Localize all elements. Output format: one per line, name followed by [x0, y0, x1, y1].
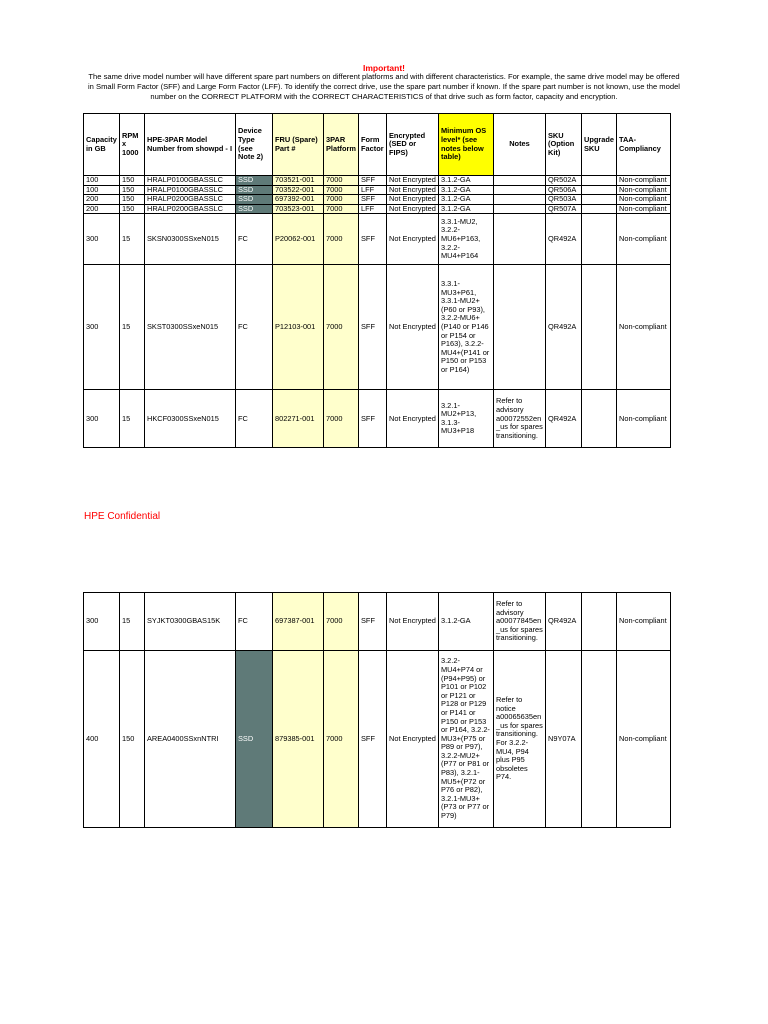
rpm-cell: 150 — [120, 185, 145, 195]
encrypted-cell: Not Encrypted — [387, 651, 439, 828]
table-row — [84, 265, 671, 390]
fru-part-cell: P20062-001 — [273, 214, 324, 265]
platform-cell: 7000 — [324, 214, 359, 265]
taa-cell: Non-compliant — [617, 204, 671, 214]
device-type-cell: FC — [236, 214, 273, 265]
header-device-type: Device Type (see Note 2) — [236, 114, 273, 176]
capacity-cell: 300 — [84, 214, 120, 265]
capacity-cell: 200 — [84, 204, 120, 214]
taa-cell: Non-compliant — [617, 195, 671, 205]
sku-cell: QR492A — [546, 390, 582, 448]
device-type-cell: SSD — [236, 195, 273, 205]
rpm-cell: 150 — [120, 176, 145, 186]
capacity-cell: 400 — [84, 651, 120, 828]
sku-cell: QR506A — [546, 185, 582, 195]
fru-part-cell: 703522-001 — [273, 185, 324, 195]
drive-table-1 — [83, 113, 671, 448]
sku-cell: QR503A — [546, 195, 582, 205]
header-platform: 3PAR Platform — [324, 114, 359, 176]
device-type-cell: FC — [236, 593, 273, 651]
device-type-cell: FC — [236, 265, 273, 390]
device-type-cell: FC — [236, 390, 273, 448]
capacity-cell: 300 — [84, 593, 120, 651]
capacity-cell: 300 — [84, 265, 120, 390]
form-factor-cell: SFF — [359, 176, 387, 186]
min-os-cell: 3.1.2-GA — [439, 593, 494, 651]
upgrade-sku-cell — [582, 204, 617, 214]
rpm-cell: 150 — [120, 651, 145, 828]
model-cell: HKCF0300SSxeN015 — [145, 390, 236, 448]
fru-part-cell: 802271-001 — [273, 390, 324, 448]
fru-part-cell: 697387-001 — [273, 593, 324, 651]
header-fru-part: FRU (Spare) Part # — [273, 114, 324, 176]
header-row — [84, 114, 671, 176]
model-cell: SKSN0300SSxeN015 — [145, 214, 236, 265]
upgrade-sku-cell — [582, 195, 617, 205]
device-type-cell: SSD — [236, 651, 273, 828]
table-row — [84, 204, 671, 214]
model-cell: HRALP0100GBASSLC — [145, 176, 236, 186]
upgrade-sku-cell — [582, 593, 617, 651]
form-factor-cell: SFF — [359, 265, 387, 390]
platform-cell: 7000 — [324, 593, 359, 651]
min-os-cell: 3.1.2-GA — [439, 176, 494, 186]
confidential-label: HPE Confidential — [84, 511, 161, 522]
header-min-os: Minimum OS level* (see notes below table) — [439, 114, 494, 176]
notes-cell: Refer to notice a00065635en _us for spares transitioning. For 3.2.2-MU4, P94 plus P95 obsoletes P74. — [494, 651, 546, 828]
form-factor-cell: SFF — [359, 651, 387, 828]
table-row — [84, 651, 671, 828]
rpm-cell: 150 — [120, 204, 145, 214]
capacity-cell: 100 — [84, 185, 120, 195]
fru-part-cell: 703523-001 — [273, 204, 324, 214]
header-upgrade-sku: Upgrade SKU — [582, 114, 617, 176]
notes-cell — [494, 204, 546, 214]
form-factor-cell: LFF — [359, 204, 387, 214]
sku-cell: QR507A — [546, 204, 582, 214]
sku-cell: QR492A — [546, 214, 582, 265]
device-type-cell: SSD — [236, 185, 273, 195]
min-os-cell: 3.3.1-MU3+P61, 3.3.1-MU2+(P60 or P93), 3.2.2-MU6+(P140 or P146 or P154 or P163), 3.2.2-MU4+(P141 or P150 or P153 or P164) — [439, 265, 494, 390]
capacity-cell: 100 — [84, 176, 120, 186]
notes-cell: Refer to advisory a00077845en _us for spares transitioning. — [494, 593, 546, 651]
important-notice-text: The same drive model number will have different spare part numbers on different platforms and with different characteristics. For example, the same drive model may be offered in Small Form Factor (SFF) and Large Form Factor (LFF). To identify the correct drive, use the spare part number if known. If the spare part number is not known, use the model number on the CORRECT PLATFORM with the CORRECT CHARACTERISTICS of that drive such as form factor, capacity and encryption. — [88, 72, 680, 101]
notes-cell — [494, 195, 546, 205]
table-row — [84, 195, 671, 205]
taa-cell: Non-compliant — [617, 265, 671, 390]
upgrade-sku-cell — [582, 214, 617, 265]
important-heading: Important! — [362, 63, 406, 73]
min-os-cell: 3.1.2-GA — [439, 185, 494, 195]
platform-cell: 7000 — [324, 651, 359, 828]
fru-part-cell: 703521-001 — [273, 176, 324, 186]
header-rpm: RPM x 1000 — [120, 114, 145, 176]
encrypted-cell: Not Encrypted — [387, 195, 439, 205]
notes-cell — [494, 214, 546, 265]
platform-cell: 7000 — [324, 185, 359, 195]
drive-table-2 — [83, 592, 671, 828]
fru-part-cell: 879385-001 — [273, 651, 324, 828]
form-factor-cell: SFF — [359, 390, 387, 448]
model-cell: AREA0400SSxnNTRI — [145, 651, 236, 828]
model-cell: HRALP0200GBASSLC — [145, 195, 236, 205]
table-row — [84, 390, 671, 448]
min-os-cell: 3.1.2-GA — [439, 204, 494, 214]
header-encrypted: Encrypted (SED or FIPS) — [387, 114, 439, 176]
model-cell: HRALP0200GBASSLC — [145, 204, 236, 214]
form-factor-cell: SFF — [359, 214, 387, 265]
sku-cell: QR492A — [546, 265, 582, 390]
form-factor-cell: LFF — [359, 185, 387, 195]
platform-cell: 7000 — [324, 204, 359, 214]
encrypted-cell: Not Encrypted — [387, 204, 439, 214]
min-os-cell: 3.1.2-GA — [439, 195, 494, 205]
model-cell: SKST0300SSxeN015 — [145, 265, 236, 390]
platform-cell: 7000 — [324, 195, 359, 205]
header-notes: Notes — [494, 114, 546, 176]
table-row — [84, 176, 671, 186]
device-type-cell: SSD — [236, 204, 273, 214]
upgrade-sku-cell — [582, 265, 617, 390]
fru-part-cell: 697392-001 — [273, 195, 324, 205]
notes-cell — [494, 185, 546, 195]
rpm-cell: 15 — [120, 390, 145, 448]
sku-cell: QR502A — [546, 176, 582, 186]
upgrade-sku-cell — [582, 651, 617, 828]
sku-cell: QR492A — [546, 593, 582, 651]
platform-cell: 7000 — [324, 390, 359, 448]
taa-cell: Non-compliant — [617, 390, 671, 448]
encrypted-cell: Not Encrypted — [387, 265, 439, 390]
rpm-cell: 150 — [120, 195, 145, 205]
rpm-cell: 15 — [120, 214, 145, 265]
taa-cell: Non-compliant — [617, 185, 671, 195]
table-row — [84, 185, 671, 195]
platform-cell: 7000 — [324, 265, 359, 390]
taa-cell: Non-compliant — [617, 214, 671, 265]
taa-cell: Non-compliant — [617, 651, 671, 828]
upgrade-sku-cell — [582, 185, 617, 195]
encrypted-cell: Not Encrypted — [387, 214, 439, 265]
fru-part-cell: P12103-001 — [273, 265, 324, 390]
header-model: HPE-3PAR Model Number from showpd - I — [145, 114, 236, 176]
platform-cell: 7000 — [324, 176, 359, 186]
notes-cell: Refer to advisory a00072552en _us for spares transitioning. — [494, 390, 546, 448]
encrypted-cell: Not Encrypted — [387, 176, 439, 186]
taa-cell: Non-compliant — [617, 176, 671, 186]
rpm-cell: 15 — [120, 593, 145, 651]
encrypted-cell: Not Encrypted — [387, 593, 439, 651]
capacity-cell: 300 — [84, 390, 120, 448]
sku-cell: N9Y07A — [546, 651, 582, 828]
upgrade-sku-cell — [582, 390, 617, 448]
model-cell: HRALP0100GBASSLC — [145, 185, 236, 195]
table-row — [84, 593, 671, 651]
device-type-cell: SSD — [236, 176, 273, 186]
form-factor-cell: SFF — [359, 195, 387, 205]
model-cell: SYJKT0300GBAS15K — [145, 593, 236, 651]
header-capacity: Capacity in GB — [84, 114, 120, 176]
min-os-cell: 3.2.2-MU4+P74 or (P94+P95) or P101 or P102 or P121 or P128 or P129 or P141 or P150 or P153 or P164, 3.2.2-MU3+(P75 or P89 or P97), 3.2.2-MU2+(P77 or P81 or P83), 3.2.1-MU5+(P72 or P76 or P82), 3.2.1-MU3+(P73 or P77 or P79) — [439, 651, 494, 828]
header-sku: SKU (Option Kit) — [546, 114, 582, 176]
header-taa: TAA-Compliancy — [617, 114, 671, 176]
header-form-factor: Form Factor — [359, 114, 387, 176]
capacity-cell: 200 — [84, 195, 120, 205]
form-factor-cell: SFF — [359, 593, 387, 651]
notes-cell — [494, 176, 546, 186]
encrypted-cell: Not Encrypted — [387, 390, 439, 448]
rpm-cell: 15 — [120, 265, 145, 390]
notes-cell — [494, 265, 546, 390]
taa-cell: Non-compliant — [617, 593, 671, 651]
min-os-cell: 3.3.1-MU2, 3.2.2-MU6+P163, 3.2.2-MU4+P164 — [439, 214, 494, 265]
upgrade-sku-cell — [582, 176, 617, 186]
table-row — [84, 214, 671, 265]
encrypted-cell: Not Encrypted — [387, 185, 439, 195]
min-os-cell: 3.2.1-MU2+P13, 3.1.3-MU3+P18 — [439, 390, 494, 448]
